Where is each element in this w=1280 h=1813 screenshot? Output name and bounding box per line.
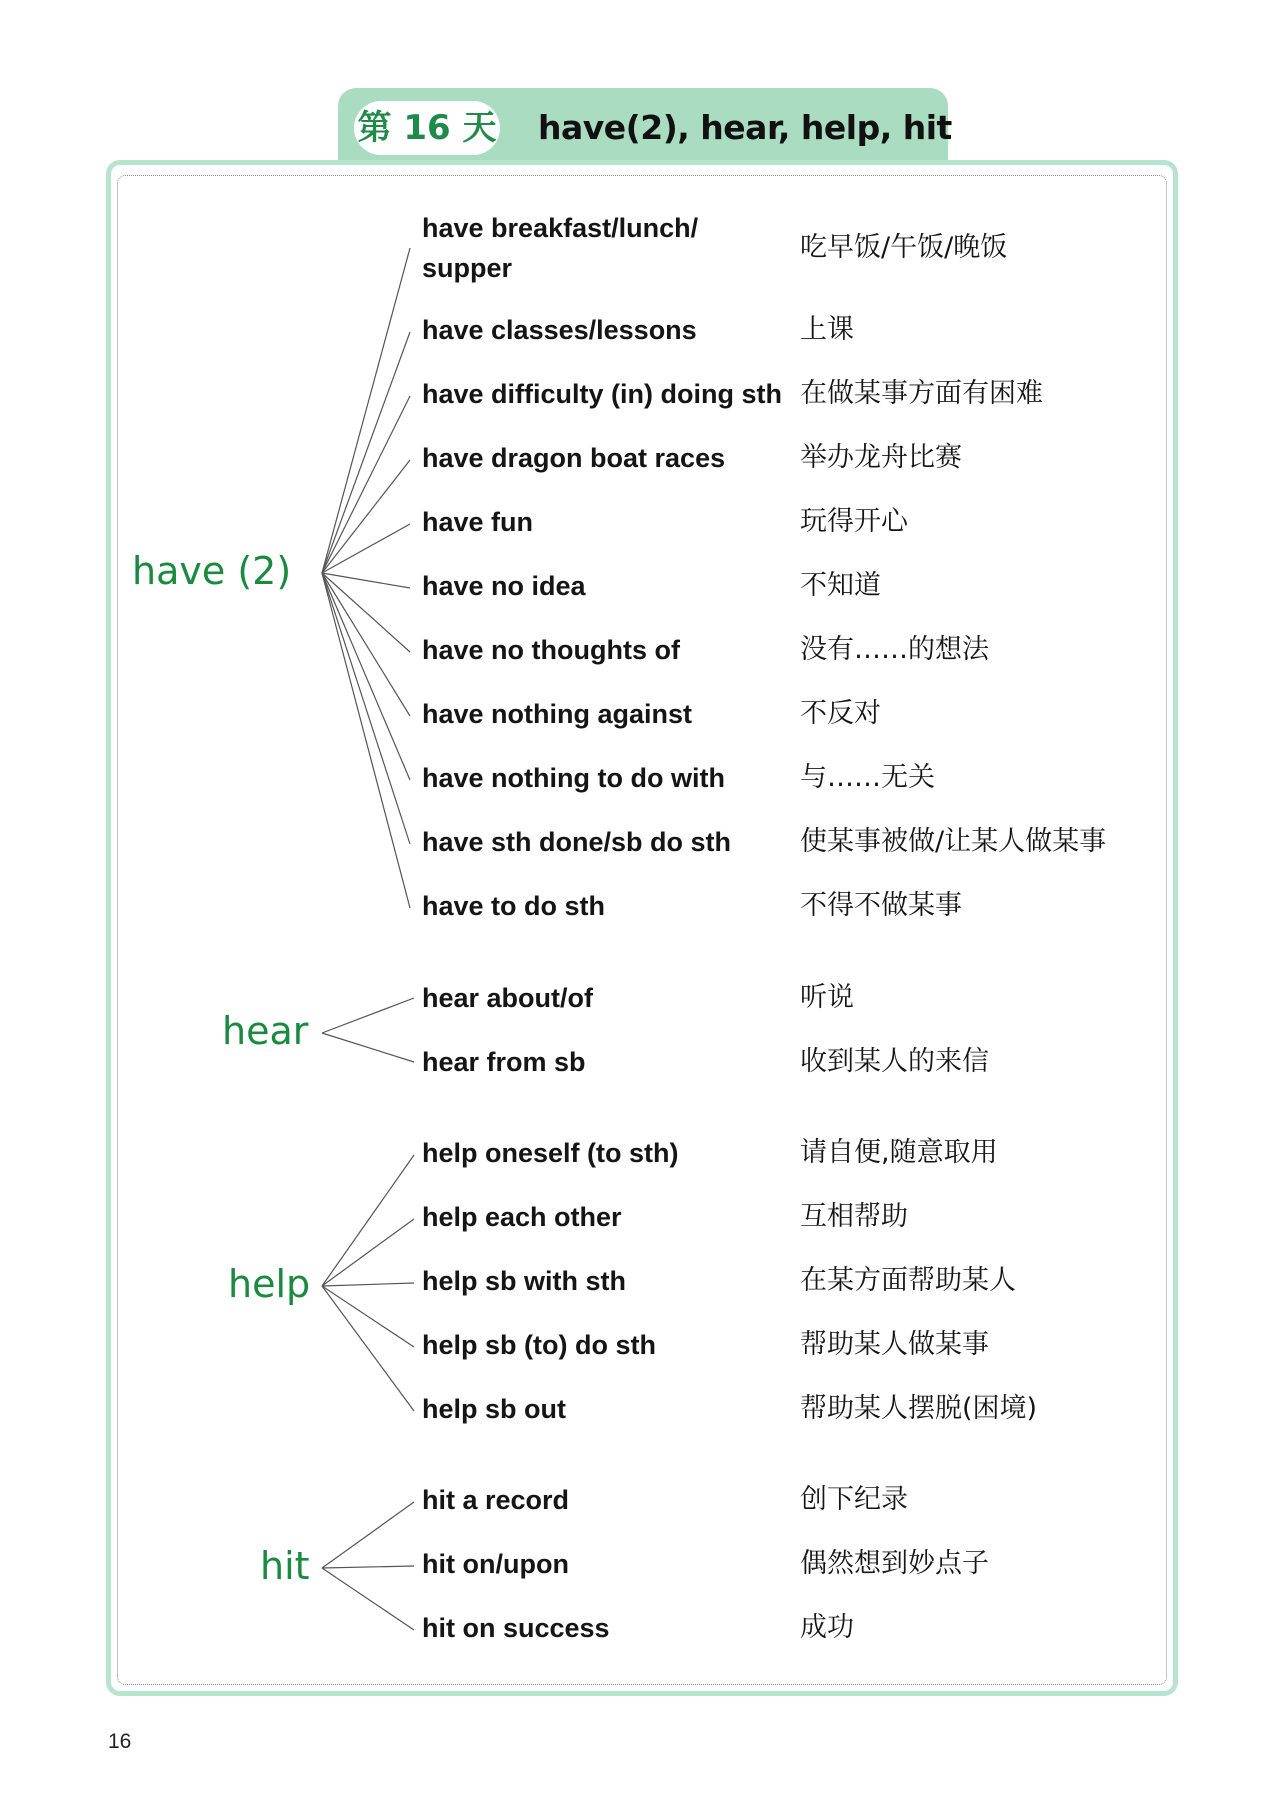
- phrase-have-9: have nothing to do with: [422, 763, 725, 793]
- have-line-4: [322, 460, 410, 573]
- meaning-have-11: 不得不做某事: [800, 890, 962, 921]
- meaning-help-1: 请自便,随意取用: [800, 1137, 998, 1168]
- meaning-hear-2: 收到某人的来信: [800, 1046, 989, 1077]
- phrase-help-3: help sb with sth: [422, 1266, 627, 1296]
- phrase-have-6: have no idea: [422, 571, 586, 601]
- have-line-10: [322, 573, 410, 844]
- meaning-have-2: 上课: [800, 314, 854, 345]
- help-line-4: [322, 1286, 414, 1347]
- page-number: 16: [108, 1730, 132, 1753]
- root-help: help: [228, 1262, 311, 1306]
- phrase-hit-3: hit on success: [422, 1613, 610, 1643]
- phrase-hit-1: hit a record: [422, 1485, 570, 1515]
- phrase-have-8: have nothing against: [422, 699, 693, 729]
- hear-line-2: [322, 1033, 414, 1062]
- have-line-5: [322, 524, 410, 573]
- phrase-have-3: have difficulty (in) doing sth: [422, 379, 782, 409]
- meaning-have-6: 不知道: [800, 570, 881, 601]
- meaning-have-4: 举办龙舟比赛: [800, 442, 962, 473]
- meaning-help-5: 帮助某人摆脱(困境): [800, 1393, 1038, 1424]
- phrase-have-2: have classes/lessons: [422, 315, 697, 345]
- meaning-hear-1: 听说: [800, 982, 854, 1013]
- have-line-3: [322, 396, 410, 573]
- have-line-6: [322, 573, 410, 588]
- meaning-hit-2: 偶然想到妙点子: [800, 1548, 989, 1579]
- phrase-hear-1: hear about/of: [422, 983, 594, 1013]
- day-title: have(2), hear, help, hit: [538, 108, 952, 147]
- phrase-have-7: have no thoughts of: [422, 635, 680, 665]
- meaning-hit-3: 成功: [800, 1612, 854, 1643]
- meaning-have-1: 吃早饭/午饭/晚饭: [800, 232, 1008, 263]
- meaning-hit-1: 创下纪录: [800, 1484, 908, 1515]
- meaning-have-10: 使某事被做/让某人做某事: [800, 826, 1107, 857]
- have-line-11: [322, 573, 410, 908]
- hear-line-1: [322, 998, 414, 1033]
- help-line-3: [322, 1283, 414, 1286]
- help-line-5: [322, 1286, 414, 1411]
- meaning-have-5: 玩得开心: [800, 506, 908, 537]
- help-line-2: [322, 1219, 414, 1286]
- hit-line-3: [322, 1568, 414, 1630]
- root-have: have (2): [132, 549, 292, 593]
- meaning-have-3: 在做某事方面有困难: [800, 378, 1043, 409]
- phrase-have-11: have to do sth: [422, 891, 606, 921]
- hit-line-1: [322, 1502, 414, 1568]
- have-line-1: [322, 248, 410, 573]
- meaning-help-4: 帮助某人做某事: [800, 1329, 989, 1360]
- phrase-have-10: have sth done/sb do sth: [422, 827, 732, 857]
- phrase-help-4: help sb (to) do sth: [422, 1330, 656, 1360]
- phrase-hit-2: hit on/upon: [422, 1549, 569, 1579]
- have-line-2: [322, 332, 410, 573]
- phrase-have-1: have breakfast/lunch/ supper: [422, 213, 699, 283]
- phrase-hear-2: hear from sb: [422, 1047, 586, 1077]
- help-line-1: [322, 1155, 414, 1286]
- meaning-have-8: 不反对: [800, 698, 881, 729]
- phrase-help-1: help oneself (to sth): [422, 1138, 679, 1168]
- phrase-have-4: have dragon boat races: [422, 443, 726, 473]
- have-line-9: [322, 573, 410, 780]
- root-hear: hear: [222, 1009, 309, 1053]
- phrase-help-5: help sb out: [422, 1394, 566, 1424]
- phrase-have-5: have fun: [422, 507, 534, 537]
- meaning-help-3: 在某方面帮助某人: [800, 1265, 1016, 1296]
- meaning-have-7: 没有……的想法: [800, 634, 989, 665]
- hit-line-2: [322, 1566, 414, 1568]
- have-line-8: [322, 573, 410, 716]
- meaning-have-9: 与……无关: [800, 762, 935, 793]
- root-hit: hit: [260, 1544, 310, 1588]
- phrase-help-2: help each other: [422, 1202, 622, 1232]
- meaning-help-2: 互相帮助: [800, 1201, 908, 1232]
- day-label: 第 16 天: [354, 101, 500, 155]
